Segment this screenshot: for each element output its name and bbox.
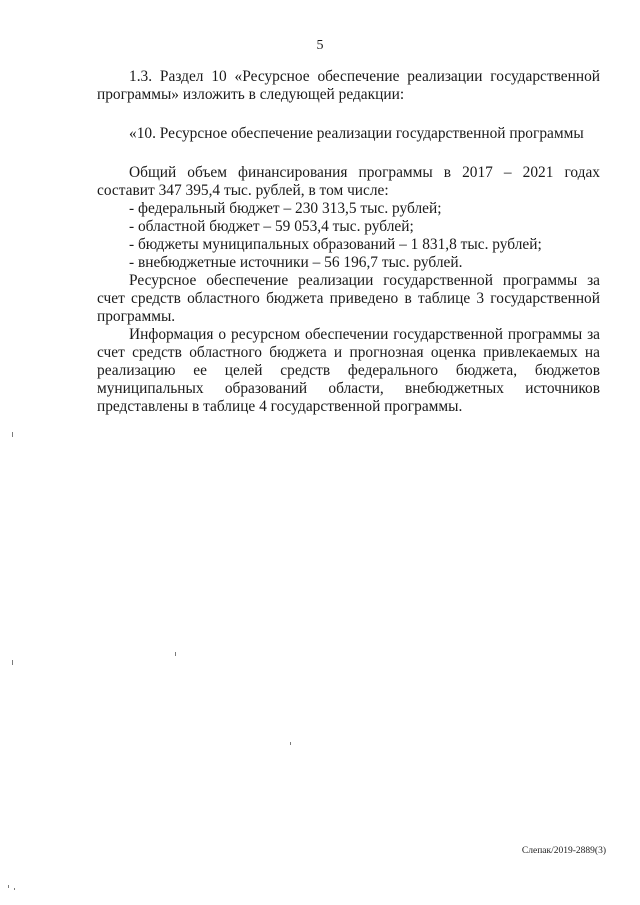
page-number: 5 (316, 38, 324, 53)
scan-speck (175, 652, 176, 656)
document-body (97, 68, 600, 416)
document-registration-code: Слепак/2019-2889(3) (521, 846, 606, 856)
intro-paragraph: 1.3. Раздел 10 «Ресурсное обеспечение реализации государственной программы» изложить в следующей редакции: (97, 68, 600, 103)
funding-item-federal: - федеральный бюджет – 230 313,5 тыс. рублей; (129, 200, 442, 217)
funding-item-municipal: - бюджеты муниципальных образований – 1 831,8 тыс. рублей; (129, 236, 542, 253)
funding-item-extrabudgetary: - внебюджетные источники – 56 196,7 тыс. рублей. (129, 254, 463, 271)
table4-paragraph: Информация о ресурсном обеспечении государственной программы за счет средств областного бюджета и прогнозная оценка привлекаемых на реализацию ее целей средств федерального бюджета, бюджетов муниципальных образований области, внебюджетных источников представлены в таблице 4 государственной программы. (97, 326, 600, 415)
total-funding-paragraph: Общий объем финансирования программы в 2017 – 2021 годах составит 347 395,4 тыс. рублей, в том числе: (97, 164, 600, 199)
section-heading: «10. Ресурсное обеспечение реализации государственной программы (129, 125, 584, 142)
scan-speck (14, 888, 15, 890)
scan-speck (12, 432, 13, 437)
scan-speck (12, 660, 13, 665)
table3-paragraph: Ресурсное обеспечение реализации государственной программы за счет средств областного бюджета приведено в таблице 3 государственной программы. (97, 272, 600, 325)
scan-speck (290, 742, 291, 745)
funding-item-regional: - областной бюджет – 59 053,4 тыс. рублей; (129, 218, 414, 235)
scan-speck (8, 885, 9, 888)
